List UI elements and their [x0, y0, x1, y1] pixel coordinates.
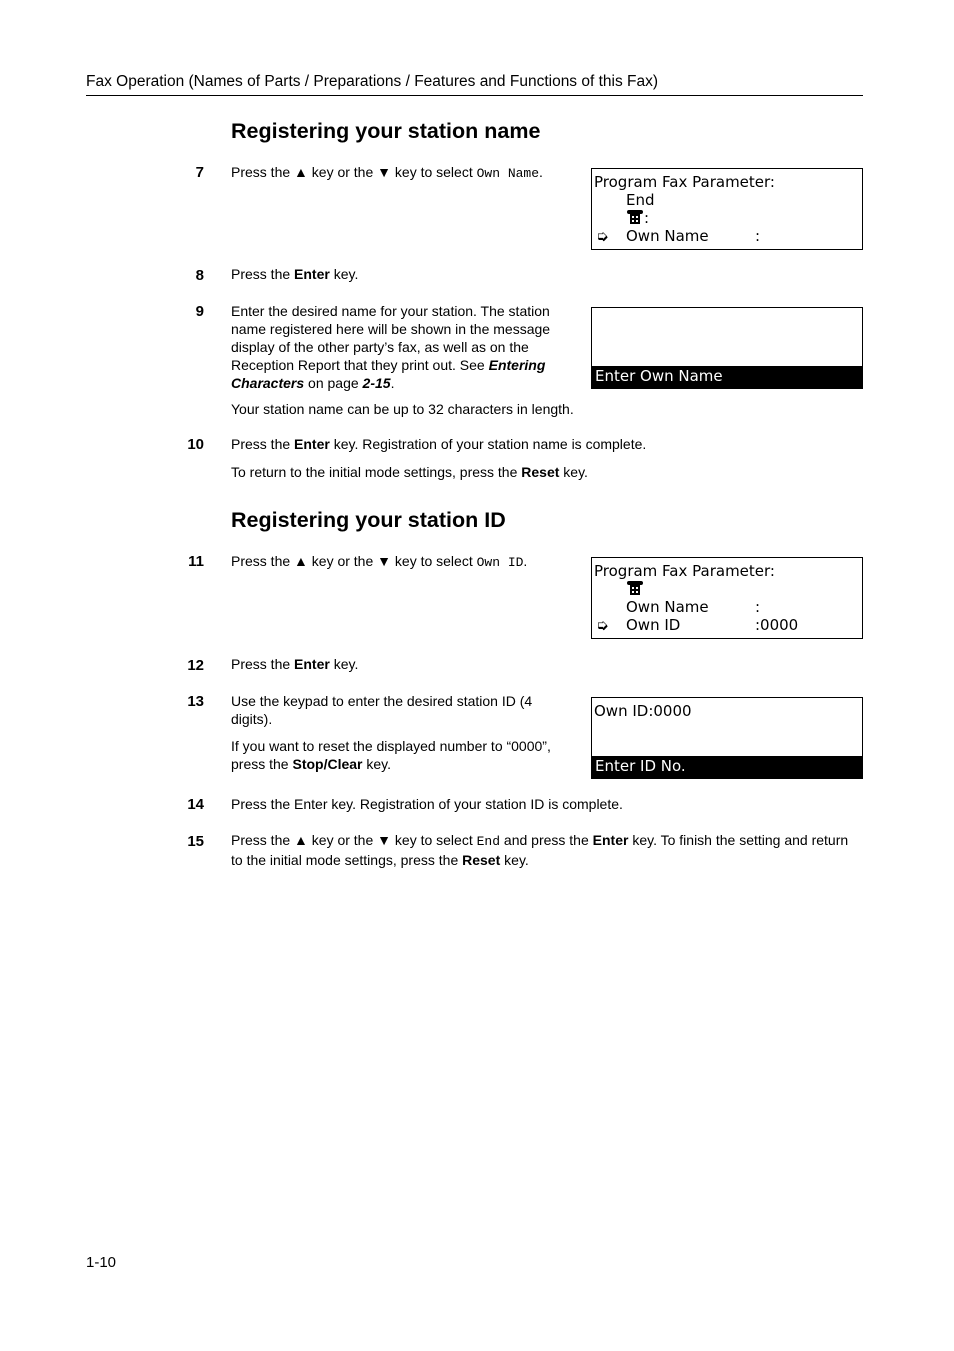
down-arrow-icon: ▼ [377, 553, 392, 569]
step-11-text: Press the ▲ key or the ▼ key to select Own ID. [231, 553, 528, 570]
down-arrow-icon: ▼ [377, 832, 392, 848]
phone-icon: : [626, 209, 649, 227]
lcd-display-own-id [591, 697, 863, 779]
lcd-display-enter-own-name [591, 307, 863, 389]
menu-option-code: End [476, 834, 501, 849]
lcd-value: :0000 [755, 616, 799, 634]
step-15-text: Press the ▲ key or the ▼ key to select End and press the Enter key. To finish the setting and return to the initial mode settings, press the Reset key. [231, 832, 849, 868]
lcd-menu-item: End [626, 191, 655, 209]
cross-reference-link[interactable]: Entering [488, 357, 546, 373]
phone-icon [626, 580, 644, 598]
cursor-arrow-icon: ➭ [596, 227, 609, 245]
section-title-station-id: Registering your station ID [231, 508, 506, 532]
page-number: 1-10 [86, 1254, 117, 1271]
step-13-note: If you want to reset the displayed number to “0000”, press the Stop/Clear key. [231, 738, 551, 772]
menu-option-code: Own Name [476, 166, 540, 181]
step-number: 11 [188, 553, 204, 570]
step-number: 10 [187, 436, 204, 453]
step-10-text: Press the Enter key. Registration of your station name is complete. [231, 436, 647, 452]
step-12-text: Press the Enter key. [231, 656, 359, 672]
step-13-text: Use the keypad to enter the desired station ID (4 digits). [231, 693, 533, 727]
up-arrow-icon: ▲ [294, 164, 308, 180]
lcd-banner: Enter Own Name [592, 366, 862, 388]
up-arrow-icon: ▲ [294, 832, 308, 848]
up-arrow-icon: ▲ [294, 553, 308, 569]
step-9-note: Your station name can be up to 32 characters in length. [231, 401, 574, 417]
page-reference[interactable]: 2-15 [362, 375, 391, 391]
section-title-station-name: Registering your station name [231, 119, 541, 143]
lcd-menu-item: Own Name [626, 598, 709, 616]
step-number: 7 [195, 164, 204, 181]
down-arrow-icon: ▼ [377, 164, 392, 180]
lcd-menu-item-selected: Own Name [626, 227, 709, 245]
lcd-line: Program Fax Parameter: [594, 173, 775, 191]
lcd-display-program-fax-parameter-id: Program Fax Parameter: Own Name : ➭ Own ID :0000 [591, 557, 863, 639]
step-10-note: To return to the initial mode settings, press the Reset key. [231, 464, 588, 480]
lcd-line: Own ID:0000 [594, 702, 692, 720]
running-header: Fax Operation (Names of Parts / Preparations / Features and Functions of this Fax) [86, 72, 863, 96]
cross-reference-link[interactable]: Characters [231, 375, 305, 391]
lcd-menu-item-selected: Own ID [626, 616, 681, 634]
step-number: 12 [187, 657, 204, 674]
step-number: 14 [187, 796, 204, 813]
lcd-display-program-fax-parameter: Program Fax Parameter: End : ➭ Own Name : [591, 168, 863, 250]
step-number: 15 [187, 833, 204, 850]
lcd-banner: Enter ID No. [592, 756, 862, 778]
step-number: 8 [195, 267, 204, 284]
lcd-line: Program Fax Parameter: [594, 562, 775, 580]
step-9-text: Enter the desired name for your station. The station name registered here will be shown in the message display of the other party’s fax, as well as on the Reception Report that they print out. See Entering Characters on page 2-15. [231, 303, 551, 391]
step-7-text: Press the ▲ key or the ▼ key to select Own Name. [231, 164, 543, 181]
cursor-arrow-icon: ➭ [596, 616, 609, 634]
menu-option-code: Own ID [476, 555, 524, 570]
step-number: 13 [187, 693, 204, 710]
step-number: 9 [195, 303, 204, 320]
step-8-text: Press the Enter key. [231, 266, 359, 282]
step-14-text: Press the Enter key. Registration of your station ID is complete. [231, 796, 623, 812]
